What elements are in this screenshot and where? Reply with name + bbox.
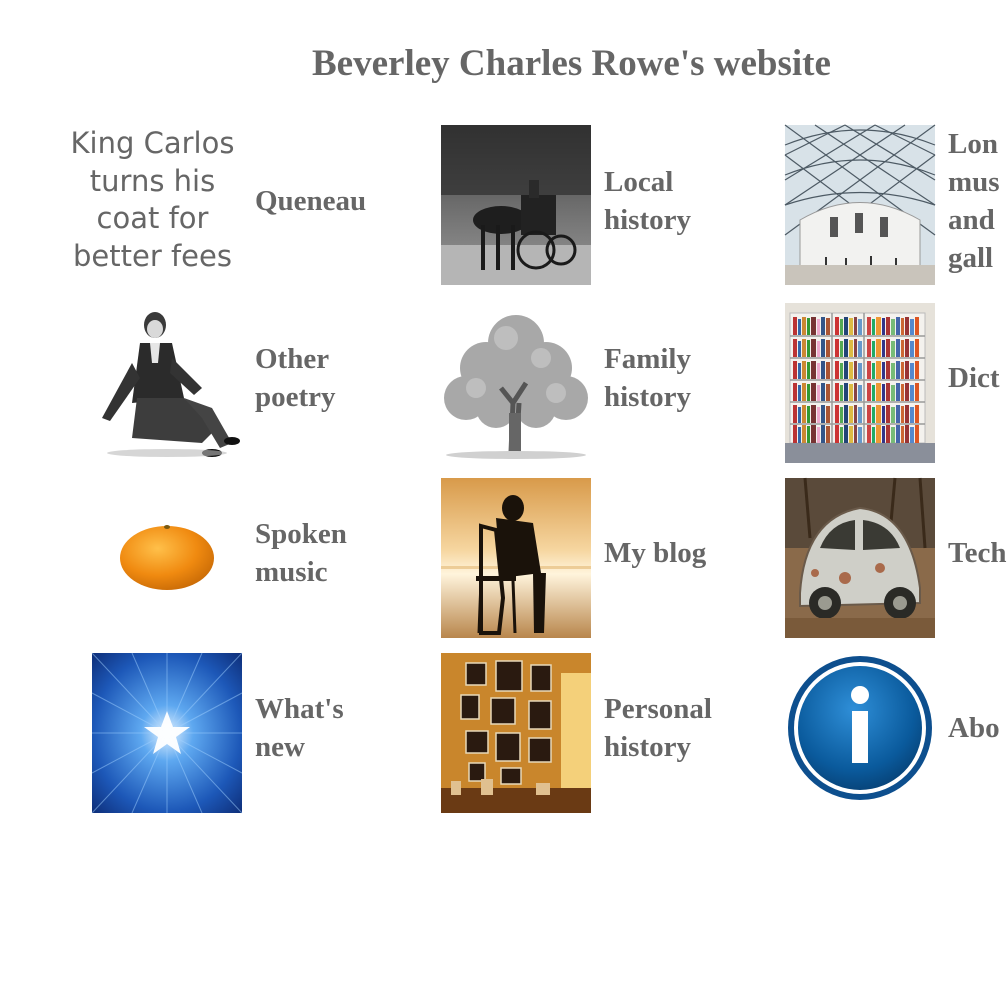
link-queneau[interactable]: Queneau xyxy=(255,185,367,217)
poet-engraving[interactable] xyxy=(92,303,242,463)
star-burst[interactable] xyxy=(92,653,242,813)
link-family-history[interactable]: Family history xyxy=(604,343,691,413)
link-my-blog[interactable]: My blog xyxy=(604,537,707,569)
link-personal-history[interactable]: Personal history xyxy=(604,693,712,763)
link-whats-new[interactable]: What's new xyxy=(255,693,344,763)
photo-frames-wall[interactable] xyxy=(441,653,591,813)
link-spoken-music[interactable]: Spoken music xyxy=(255,518,347,588)
silhouette-photo[interactable] xyxy=(441,478,591,638)
link-local-history[interactable]: Local history xyxy=(604,166,691,236)
orange-fruit[interactable] xyxy=(92,478,242,638)
bookshelf-photo[interactable] xyxy=(785,303,935,463)
museum-dome-photo[interactable] xyxy=(785,125,935,285)
tree-drawing[interactable] xyxy=(441,303,591,463)
link-other-poetry[interactable]: Other poetry xyxy=(255,343,336,413)
link-about[interactable]: Abo xyxy=(948,712,1000,744)
link-technical[interactable]: Tech xyxy=(948,537,1007,569)
link-london-museums[interactable]: Lon mus and gall xyxy=(948,128,1000,274)
link-dictionary[interactable]: Dict xyxy=(948,362,1000,394)
horse-carriage-photo[interactable] xyxy=(441,125,591,285)
rusty-car-photo[interactable] xyxy=(785,478,935,638)
quote-text: King Carlos turns his coat for better fees xyxy=(70,126,235,273)
info-icon[interactable] xyxy=(785,653,935,813)
page-title: Beverley Charles Rowe's website xyxy=(312,43,831,84)
